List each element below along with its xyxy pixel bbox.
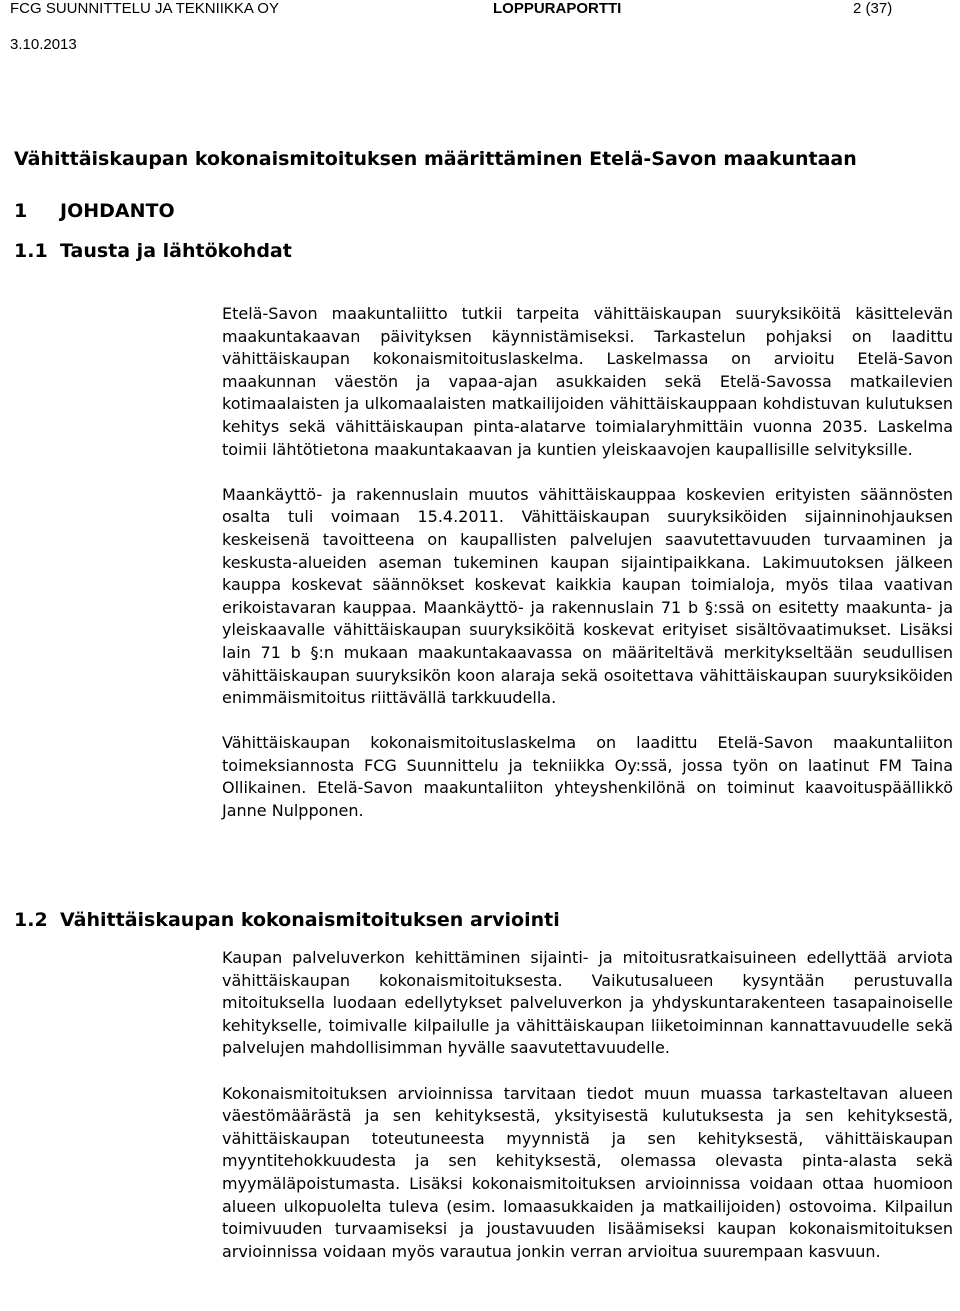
- paragraph: Etelä-Savon maakuntaliitto tutkii tarpeita vähittäiskaupan suuryksiköitä käsittelevän maakuntakaavan päivityksen käynnistämiseksi. Tarkastelun pohjaksi on laadittu vähittäiskaupan kokonaismitoituslaskelma. Laskelmassa on arvioitu Etelä-Savon maakunnan väestön ja vapaa-ajan asukkaiden sekä Etelä-Savossa matkailevien kotimaalaisten ja ulkomaalaisten matkailijoiden vähittäiskauppaan kohdistuvan kulutuksen kehitys sekä vähittäiskaupan pinta-alatarve toimialaryhmittäin vuonna 2035. Laskelma toimii lähtötietona maakuntakaavan ja kuntien yleiskaavojen kaupallisille selvityksille.: [222, 304, 953, 459]
- paragraph: Maankäyttö- ja rakennuslain muutos vähittäiskauppaa koskevien erityisten säännösten osalta tuli voimaan 15.4.2011. Vähittäiskaupan suuryksiköiden sijainninohjauksen keskeisenä tavoitteena on kaupallisten palvelujen saavutettavuuden turvaaminen ja keskusta-alueiden aseman tukeminen kaupan sijaintipaikkana. Lakimuutoksen jälkeen kauppa koskevat säännökset koskevat kaikkia kaupan toimialoja, myös tilaa vaativan erikoistavaran kauppaa. Maankäyttö- ja rakennuslain 71 b §:ssä on esitetty maakunta- ja yleiskaavalle vähittäiskaupan suuryksiköitä koskevat erityiset sisältövaatimukset. Lisäksi lain 71 b §:n mukaan maakuntakaavassa on määriteltävä merkitykseltään seudullisen vähittäiskaupan suuryksikön koon alaraja sekä osoitettava vähittäiskaupan suuryksiköiden enimmäismitoitus riittävällä tarkkuudella.: [222, 484, 953, 708]
- paragraph: Kaupan palveluverkon kehittäminen sijainti- ja mitoitusratkaisuineen edellyttää arviota vähittäiskaupan kokonaismitoituksesta. Vaikutusalueen kysyntään perustuvalla mitoituksella luodaan edellytykset palveluverkon ja yhdyskuntarakenteen tasapainoiselle kehitykselle, toimivalle kilpailulle ja vähittäiskaupan liiketoiminnan kannattavuudelle sekä palvelujen mahdollisimman hyvälle saavutettavuudelle.: [222, 948, 953, 1058]
- section-number: 1: [14, 200, 28, 222]
- section-heading-1-2: [14, 908, 560, 932]
- header-report-type: LOPPURAPORTTI: [493, 0, 622, 17]
- section-1-1-body: [222, 303, 953, 845]
- section-title: Tausta ja lähtökohdat: [60, 240, 292, 262]
- section-1-2-body: [222, 947, 953, 1286]
- header-date: 3.10.2013: [10, 36, 77, 53]
- section-number: 1.2: [14, 909, 48, 931]
- header-organization: FCG SUUNNITTELU JA TEKNIIKKA OY: [10, 0, 279, 17]
- document-title: Vähittäiskaupan kokonaismitoituksen määrittäminen Etelä-Savon maakuntaan: [14, 148, 857, 170]
- section-title: Vähittäiskaupan kokonaismitoituksen arviointi: [60, 909, 560, 931]
- section-title: JOHDANTO: [60, 200, 175, 222]
- section-number: 1.1: [14, 240, 48, 262]
- section-heading-1: [14, 199, 175, 223]
- section-heading-1-1: [14, 239, 292, 263]
- header-page-number: 2 (37): [853, 0, 893, 17]
- paragraph: Vähittäiskaupan kokonaismitoituslaskelma on laadittu Etelä-Savon maakuntaliiton toimeksiannosta FCG Suunnittelu ja tekniikka Oy:ssä, jossa työn on laatinut FM Taina Ollikainen. Etelä-Savon maakuntaliiton yhteyshenkilönä on toiminut kaavoituspäällikkö Janne Nulpponen.: [222, 733, 953, 821]
- paragraph: Kokonaismitoituksen arvioinnissa tarvitaan tiedot muun muassa tarkasteltavan alueen väestömäärästä ja sen kehityksestä, yksityisestä kulutuksesta ja sen kehityksestä, vähittäiskaupan toteutuneesta myynnistä ja sen kehityksestä, vähittäiskaupan myyntitehokkuudesta ja sen kehityksestä, olemassa olevasta pinta-alasta sekä myymäläpoistumasta. Lisäksi kokonaismitoituksen arvioinnissa voidaan ottaa huomioon alueen ulkopuolelta tuleva (esim. lomaasukkaiden ja matkailijoiden) ostovoima. Kilpailun toimivuuden turvaamiseksi ja joustavuuden lisäämiseksi kaupan kokonaismitoituksen arvioinnissa voidaan myös varautua jonkin verran arvioitua suurempaan kasvuun.: [222, 1083, 953, 1261]
